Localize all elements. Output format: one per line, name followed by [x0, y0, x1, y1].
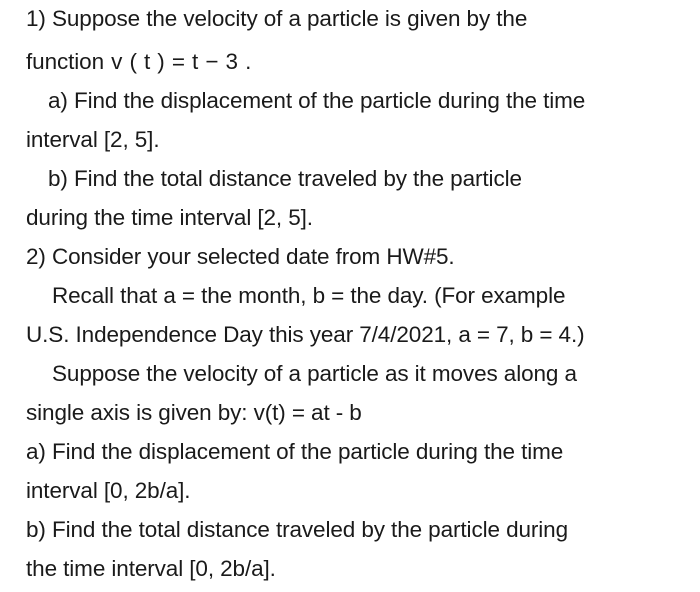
problem-1-velocity-function: function v ( t ) = t − 3 . — [26, 49, 252, 74]
problem-1-intro: 1) Suppose the velocity of a particle is given by the — [26, 6, 528, 31]
problem-1a-question: a) Find the displacement of the particle during the time — [48, 88, 586, 113]
problem-2a-question: a) Find the displacement of the particle during the time — [26, 439, 564, 464]
problem-1b-question: b) Find the total distance traveled by the particle — [48, 166, 522, 191]
problem-2-intro: 2) Consider your selected date from HW#5. — [26, 244, 455, 269]
problem-1a-interval: interval [2, 5]. — [26, 127, 160, 152]
problem-2b-question: b) Find the total distance traveled by the particle during — [26, 517, 569, 542]
problem-2a-interval: interval [0, 2b/a]. — [26, 478, 191, 503]
problem-2-recall: Recall that a = the month, b = the day. (For example — [52, 283, 566, 308]
problem-2-velocity-function: single axis is given by: v(t) = at - b — [26, 400, 362, 425]
problem-2b-interval: the time interval [0, 2b/a]. — [26, 556, 276, 581]
problem-1b-interval: during the time interval [2, 5]. — [26, 205, 313, 230]
problem-2-velocity-intro: Suppose the velocity of a particle as it moves along a — [52, 361, 577, 386]
problem-2-example: U.S. Independence Day this year 7/4/2021, a = 7, b = 4.) — [26, 322, 585, 347]
